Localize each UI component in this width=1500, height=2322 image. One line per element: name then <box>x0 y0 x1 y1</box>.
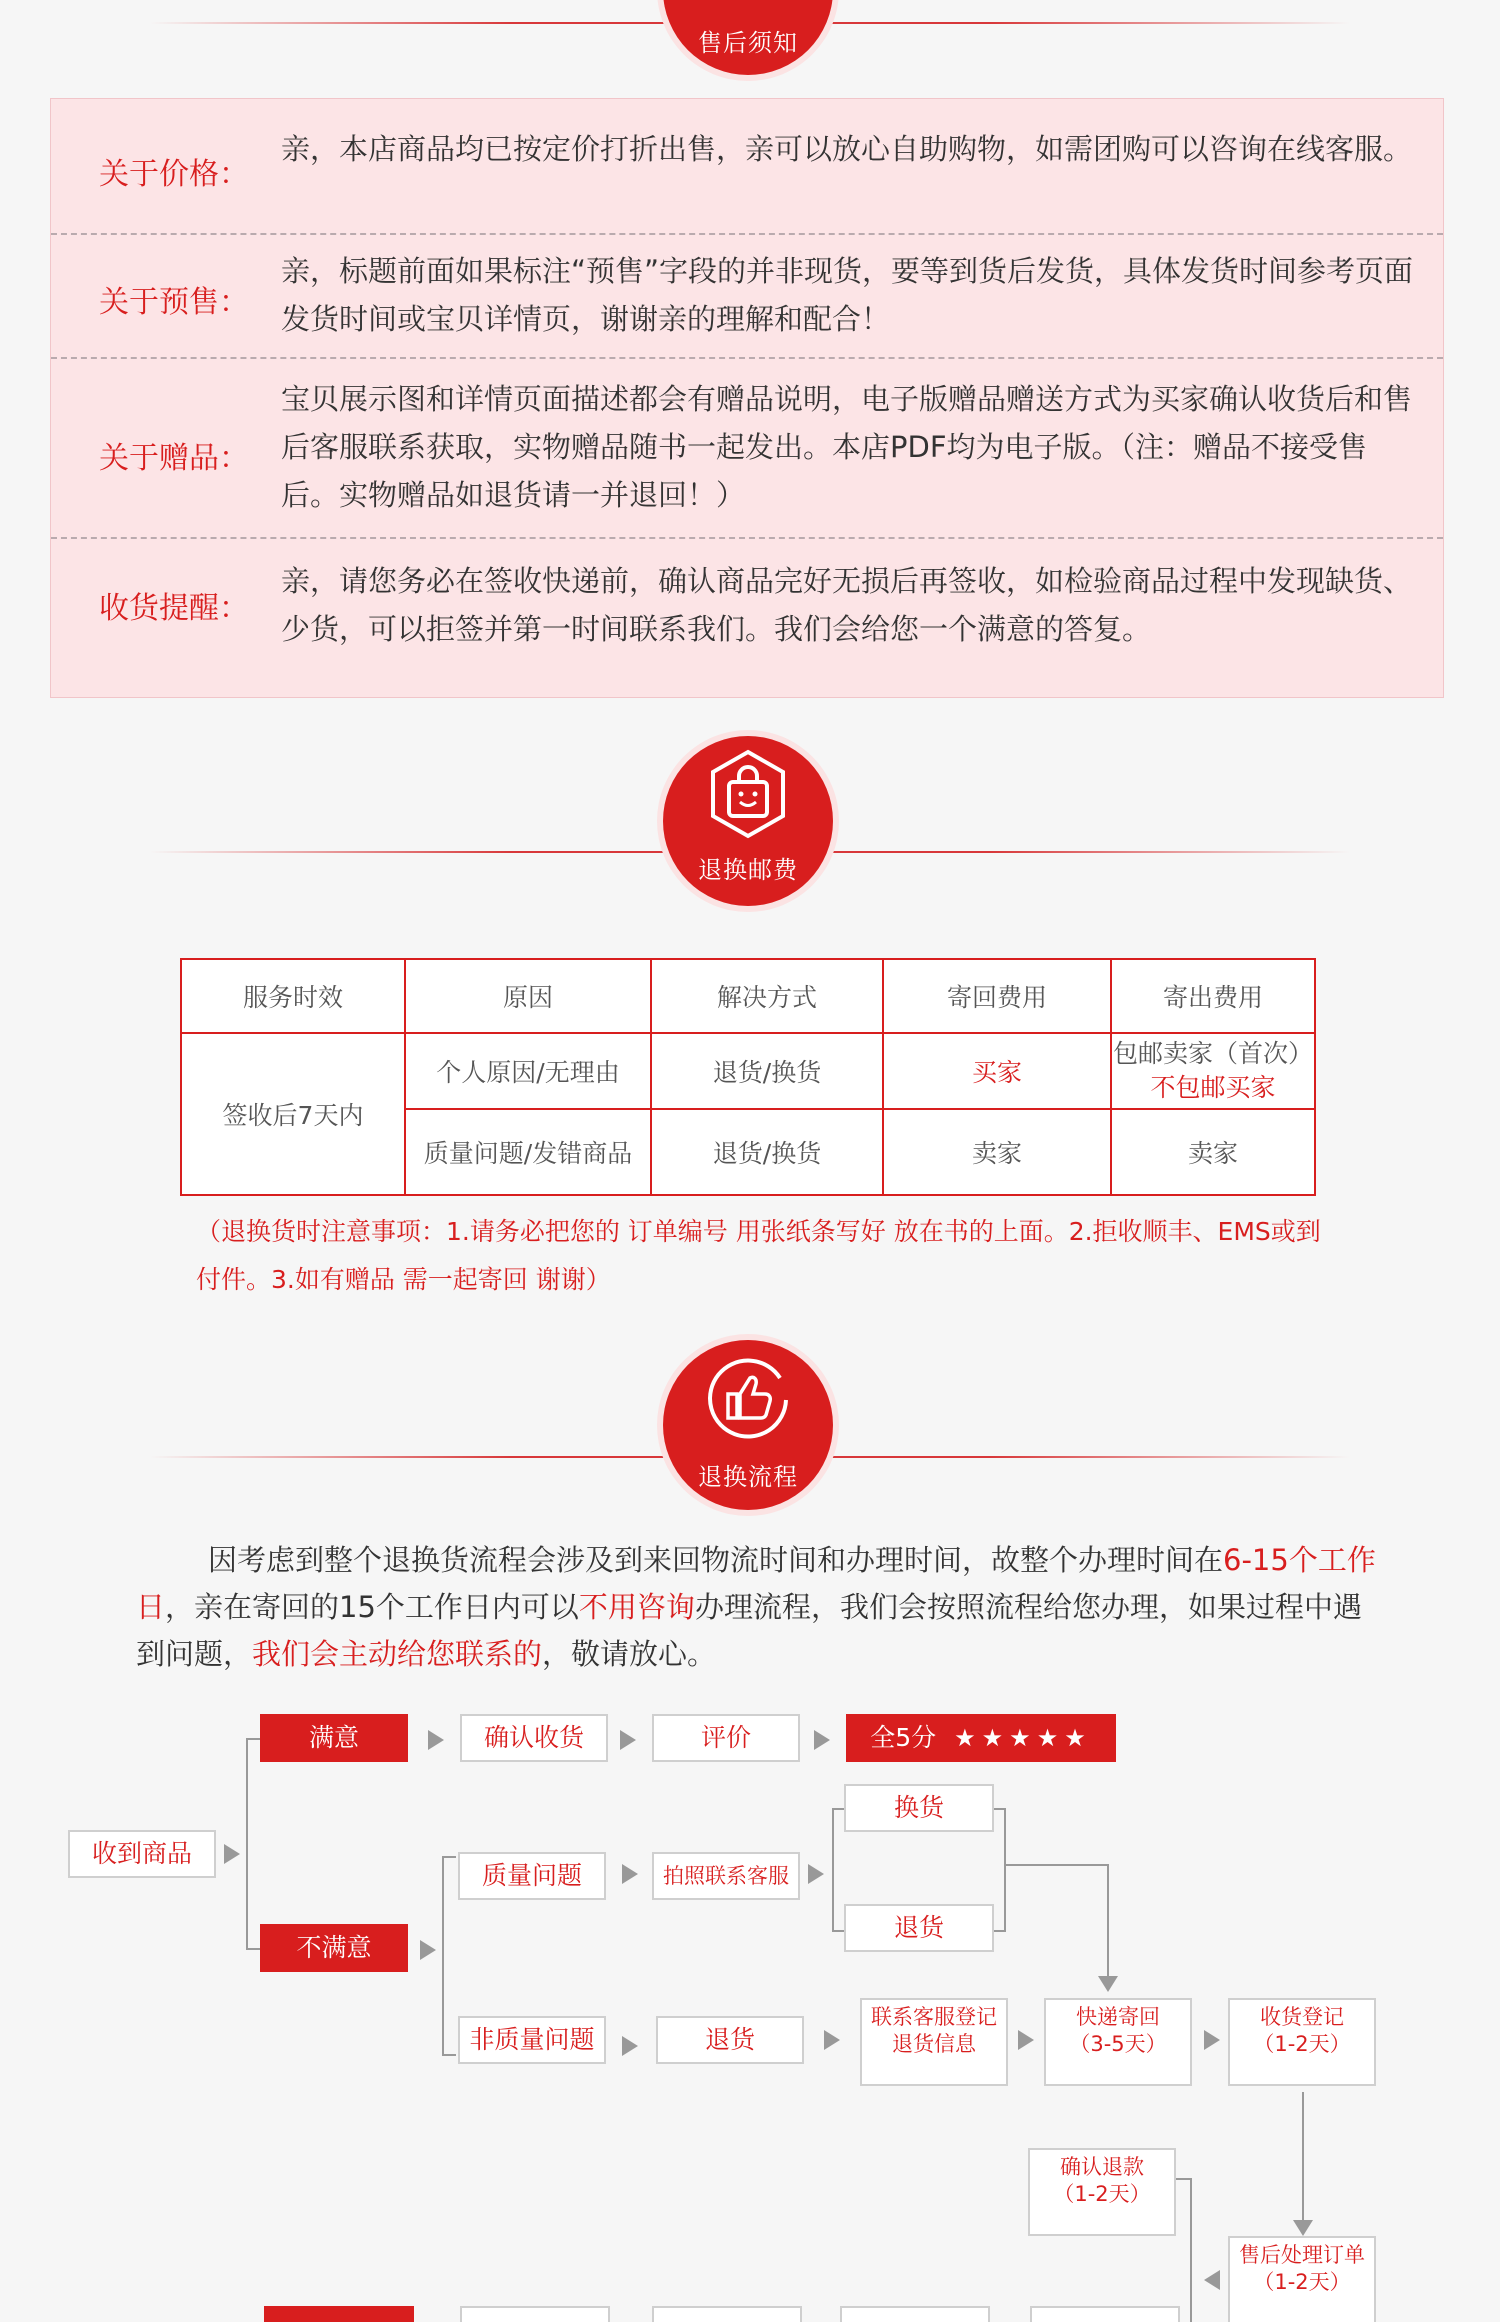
flow-review: 评价 <box>652 1714 800 1762</box>
notice-row-price <box>51 99 1443 235</box>
flow-connector <box>832 1808 844 1810</box>
notice-label: 收货提醒： <box>99 591 249 626</box>
arrow-down <box>1293 2220 1313 2236</box>
table-header: 解决方式 <box>651 959 883 1033</box>
table-header: 寄出费用 <box>1111 959 1315 1033</box>
flow-confirm-refund <box>1028 2148 1176 2236</box>
send-fee-line: 包邮卖家（首次） <box>1113 1039 1314 1068</box>
arrow-right <box>824 2030 840 2050</box>
flow-receive-goods: 收到商品 <box>68 1830 216 1878</box>
table-cell: 卖家 <box>883 1109 1111 1195</box>
flow-satisfied: 满意 <box>260 1714 408 1762</box>
flow-connector <box>832 1930 844 1932</box>
table-cell: 个人原因/无理由 <box>405 1033 651 1109</box>
arrow-down <box>1098 1976 1118 1992</box>
table-cell-send-fee <box>1111 1033 1315 1109</box>
flow-connector <box>246 1738 248 1950</box>
notice-text: 亲，请您务必在签收快递前，确认商品完好无损后再签收，如检验商品过程中发现缺货、少货，可以拒签并第一时间联系我们。我们会给您一个满意的答复。 <box>281 564 1413 646</box>
flow-connector <box>1190 2178 1192 2322</box>
flow-line: （1-2天） <box>1253 2270 1351 2294</box>
flow-line: （1-2天） <box>1253 2032 1351 2056</box>
flow-connector <box>442 1856 444 2056</box>
flow-line: 联系客服登记 <box>871 2005 997 2029</box>
notice-label: 关于赠品： <box>99 441 249 476</box>
flow-confirm-receipt: 确认收货 <box>460 1714 608 1762</box>
table-header: 服务时效 <box>181 959 405 1033</box>
table-cell: 质量问题/发错商品 <box>405 1109 651 1195</box>
flow-connector <box>442 2054 456 2056</box>
flow-line: 确认退款 <box>1060 2155 1144 2179</box>
shopping-bag-icon <box>703 746 793 846</box>
table-note: （退换货时注意事项：1.请务必把您的 订单编号 用张纸条写好 放在书的上面。2.拒收顺丰、EMS或到付件。3.如有赠品 需一起寄回 谢谢） <box>196 1217 1321 1294</box>
notice-text: 亲，标题前面如果标注“预售”字段的并非现货，要等到货后发货，具体发货时间参考页面发货时间或宝贝详情页，谢谢亲的理解和配合！ <box>281 254 1414 336</box>
arrow-right <box>1018 2030 1034 2050</box>
flow-connector <box>246 1948 260 1950</box>
flow-connector <box>442 1856 456 1858</box>
notice-label: 关于价格： <box>99 157 249 192</box>
flow-connector <box>994 1930 1006 1932</box>
flow-five-star <box>846 1714 1116 1762</box>
arrow-right <box>620 1730 636 1750</box>
arrow-right <box>1204 2030 1220 2050</box>
notice-text: 宝贝展示图和详情页面描述都会有赠品说明，电子版赠品赠送方式为买家确认收货后和售后客服联系获取，实物赠品随书一起发出。本店PDF均为电子版。（注：赠品不接受售后。实物赠品如退货请一并退回！） <box>281 382 1413 512</box>
send-fee-line: 不包邮买家 <box>1150 1073 1276 1102</box>
table-cell: 买家 <box>883 1033 1111 1109</box>
intro-highlight: 我们会主动给您联系的 <box>252 1637 543 1671</box>
process-title: 退换流程 <box>698 1463 798 1491</box>
notice-row-presale <box>51 235 1443 359</box>
flow-cutoff-box <box>1030 2306 1180 2322</box>
arrow-right <box>814 1730 830 1750</box>
process-badge <box>663 1340 833 1510</box>
intro-highlight: 6-15个工作日 <box>136 1543 1376 1624</box>
notice-label: 关于预售： <box>99 285 249 320</box>
flow-non-quality: 非质量问题 <box>458 2016 606 2064</box>
arrow-right <box>420 1940 436 1960</box>
intro-highlight: 不用咨询 <box>578 1590 695 1624</box>
notice-row-gift <box>51 359 1443 539</box>
flow-aftersale-order <box>1228 2236 1376 2322</box>
arrow-right <box>428 1730 444 1750</box>
arrow-right <box>622 2036 638 2056</box>
arrow-right <box>224 1844 240 1864</box>
arrow-right <box>622 1864 638 1884</box>
intro-text: ，敬请放心。 <box>542 1637 717 1671</box>
flow-express-return <box>1044 1998 1192 2086</box>
flow-cutoff-box <box>264 2306 414 2322</box>
flow-line: 退货信息 <box>892 2032 976 2056</box>
flow-quality-issue: 质量问题 <box>458 1852 606 1900</box>
flow-return: 退货 <box>656 2016 804 2064</box>
flow-connector <box>1004 1808 1006 1932</box>
flow-photo-contact: 拍照联系客服 <box>652 1852 800 1900</box>
arrow-left <box>1204 2270 1220 2290</box>
flow-receipt-register <box>1228 1998 1376 2086</box>
process-intro <box>136 1537 1386 1678</box>
table-cell: 退货/换货 <box>651 1109 883 1195</box>
flow-connector <box>1107 1864 1109 1976</box>
flow-register-return <box>860 1998 1008 2086</box>
flow-line: 收货登记 <box>1260 2005 1344 2029</box>
five-star-label: 全5分 <box>870 1723 937 1752</box>
after-sale-title: 售后须知 <box>698 29 798 57</box>
flow-line: （1-2天） <box>1053 2182 1151 2206</box>
notice-box <box>50 98 1444 698</box>
flow-line: 售后处理订单 <box>1239 2243 1365 2267</box>
flow-line: （3-5天） <box>1069 2032 1167 2056</box>
flow-exchange: 换货 <box>844 1784 994 1832</box>
star-icon: ★★★★★ <box>954 1724 1092 1752</box>
shipping-badge <box>663 736 833 906</box>
flow-refund-goods: 退货 <box>844 1904 994 1952</box>
flow-connector <box>1176 2178 1190 2180</box>
table-cell: 退货/换货 <box>651 1033 883 1109</box>
fee-table <box>180 958 1316 1196</box>
flow-cutoff-box <box>840 2306 990 2322</box>
intro-text: 因考虑到整个退换货流程会涉及到来回物流时间和办理时间，故整个办理时间在 <box>208 1543 1224 1577</box>
table-header: 原因 <box>405 959 651 1033</box>
notice-row-receipt <box>51 539 1443 697</box>
after-sale-badge <box>663 0 833 75</box>
table-cell: 卖家 <box>1111 1109 1315 1195</box>
table-header: 寄回费用 <box>883 959 1111 1033</box>
arrow-right <box>808 1864 824 1884</box>
flow-connector <box>1006 1864 1108 1866</box>
flow-connector <box>832 1808 834 1932</box>
flow-connector <box>246 1738 260 1740</box>
flow-connector <box>1302 2092 1304 2220</box>
intro-text: ，亲在寄回的15个工作日内可以 <box>165 1590 579 1624</box>
flow-cutoff-box <box>652 2306 802 2322</box>
thumbs-up-icon <box>698 1348 798 1448</box>
flow-unsatisfied: 不满意 <box>260 1924 408 1972</box>
flow-cutoff-box <box>460 2306 610 2322</box>
shipping-title: 退换邮费 <box>698 856 798 884</box>
notice-text: 亲，本店商品均已按定价打折出售，亲可以放心自助购物，如需团购可以咨询在线客服。 <box>281 132 1413 166</box>
flow-line: 快递寄回 <box>1076 2005 1160 2029</box>
table-cell-period: 签收后7天内 <box>181 1033 405 1195</box>
intro-text: 办理流程，我们会按照流程给您办理，如果过程中遇到问题， <box>136 1590 1362 1671</box>
